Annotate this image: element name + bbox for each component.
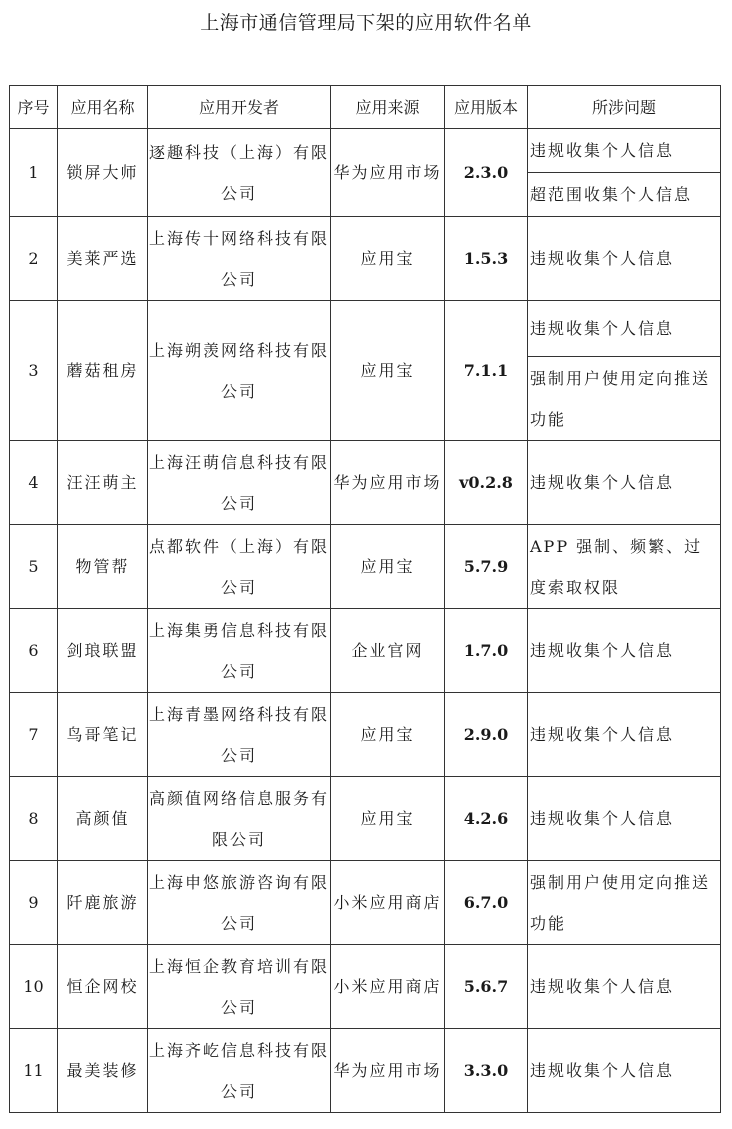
cell-issue: 违规收集个人信息: [528, 441, 721, 525]
cell-developer: 上海传十网络科技有限公司: [148, 217, 331, 301]
cell-version: 5.6.7: [445, 945, 528, 1029]
cell-developer: 高颜值网络信息服务有限公司: [148, 777, 331, 861]
table-row: [10, 441, 721, 525]
cell-app-name: 汪汪萌主: [58, 441, 148, 525]
cell-source: 应用宝: [331, 693, 445, 777]
cell-developer: 上海汪萌信息科技有限公司: [148, 441, 331, 525]
page-title: 上海市通信管理局下架的应用软件名单: [200, 12, 532, 34]
table-row: [10, 301, 721, 357]
cell-app-name: 高颜值: [58, 777, 148, 861]
cell-issue: 违规收集个人信息: [528, 301, 721, 357]
cell-no: 9: [10, 861, 58, 945]
cell-developer: 上海朔羡网络科技有限公司: [148, 301, 331, 441]
cell-app-name: 蘑菇租房: [58, 301, 148, 441]
header-issues: 所涉问题: [528, 86, 721, 129]
cell-source: 小米应用商店: [331, 861, 445, 945]
table-row: [10, 525, 721, 609]
table-row: [10, 693, 721, 777]
cell-version: 2.9.0: [445, 693, 528, 777]
cell-source: 应用宝: [331, 777, 445, 861]
cell-developer: 上海齐屹信息科技有限公司: [148, 1029, 331, 1113]
cell-no: 6: [10, 609, 58, 693]
cell-issue: 超范围收集个人信息: [528, 173, 721, 217]
cell-no: 7: [10, 693, 58, 777]
cell-no: 5: [10, 525, 58, 609]
cell-source: 应用宝: [331, 217, 445, 301]
cell-issue: 强制用户使用定向推送功能: [528, 357, 721, 441]
cell-source: 华为应用市场: [331, 1029, 445, 1113]
cell-no: 1: [10, 129, 58, 217]
cell-developer: 上海恒企教育培训有限公司: [148, 945, 331, 1029]
header-developer: 应用开发者: [148, 86, 331, 129]
table-row: [10, 129, 721, 173]
cell-source: 华为应用市场: [331, 441, 445, 525]
cell-issue: 违规收集个人信息: [528, 693, 721, 777]
cell-app-name: 物管帮: [58, 525, 148, 609]
cell-app-name: 鸟哥笔记: [58, 693, 148, 777]
cell-source: 应用宝: [331, 301, 445, 441]
cell-app-name: 美莱严选: [58, 217, 148, 301]
cell-issue: 违规收集个人信息: [528, 945, 721, 1029]
cell-version: 4.2.6: [445, 777, 528, 861]
cell-source: 应用宝: [331, 525, 445, 609]
cell-source: 小米应用商店: [331, 945, 445, 1029]
header-version: 应用版本: [445, 86, 528, 129]
cell-source: 华为应用市场: [331, 129, 445, 217]
cell-no: 10: [10, 945, 58, 1029]
cell-version: 6.7.0: [445, 861, 528, 945]
cell-issue: 违规收集个人信息: [528, 777, 721, 861]
cell-version: 2.3.0: [445, 129, 528, 217]
cell-source: 企业官网: [331, 609, 445, 693]
cell-app-name: 恒企网校: [58, 945, 148, 1029]
header-no: 序号: [10, 86, 58, 129]
app-list-table: [9, 85, 721, 1113]
cell-version: 7.1.1: [445, 301, 528, 441]
cell-issue: APP 强制、频繁、过度索取权限: [528, 525, 721, 609]
table-row: [10, 1029, 721, 1113]
cell-developer: 上海申悠旅游咨询有限公司: [148, 861, 331, 945]
cell-version: v0.2.8: [445, 441, 528, 525]
header-name: 应用名称: [58, 86, 148, 129]
table-row: [10, 861, 721, 945]
cell-issue: 强制用户使用定向推送功能: [528, 861, 721, 945]
cell-no: 2: [10, 217, 58, 301]
cell-version: 3.3.0: [445, 1029, 528, 1113]
table-row: [10, 217, 721, 301]
cell-version: 1.7.0: [445, 609, 528, 693]
cell-developer: 逐趣科技（上海）有限公司: [148, 129, 331, 217]
cell-app-name: 阡鹿旅游: [58, 861, 148, 945]
cell-version: 1.5.3: [445, 217, 528, 301]
cell-version: 5.7.9: [445, 525, 528, 609]
cell-no: 3: [10, 301, 58, 441]
cell-issue: 违规收集个人信息: [528, 217, 721, 301]
cell-app-name: 剑琅联盟: [58, 609, 148, 693]
table-header-row: [10, 86, 721, 129]
cell-no: 8: [10, 777, 58, 861]
table-row: [10, 609, 721, 693]
cell-app-name: 最美装修: [58, 1029, 148, 1113]
cell-no: 11: [10, 1029, 58, 1113]
cell-app-name: 锁屏大师: [58, 129, 148, 217]
cell-developer: 上海青墨网络科技有限公司: [148, 693, 331, 777]
cell-developer: 上海集勇信息科技有限公司: [148, 609, 331, 693]
cell-issue: 违规收集个人信息: [528, 609, 721, 693]
table-row: [10, 945, 721, 1029]
header-source: 应用来源: [331, 86, 445, 129]
cell-issue: 违规收集个人信息: [528, 129, 721, 173]
cell-issue: 违规收集个人信息: [528, 1029, 721, 1113]
cell-developer: 点都软件（上海）有限公司: [148, 525, 331, 609]
cell-no: 4: [10, 441, 58, 525]
table-row: [10, 777, 721, 861]
